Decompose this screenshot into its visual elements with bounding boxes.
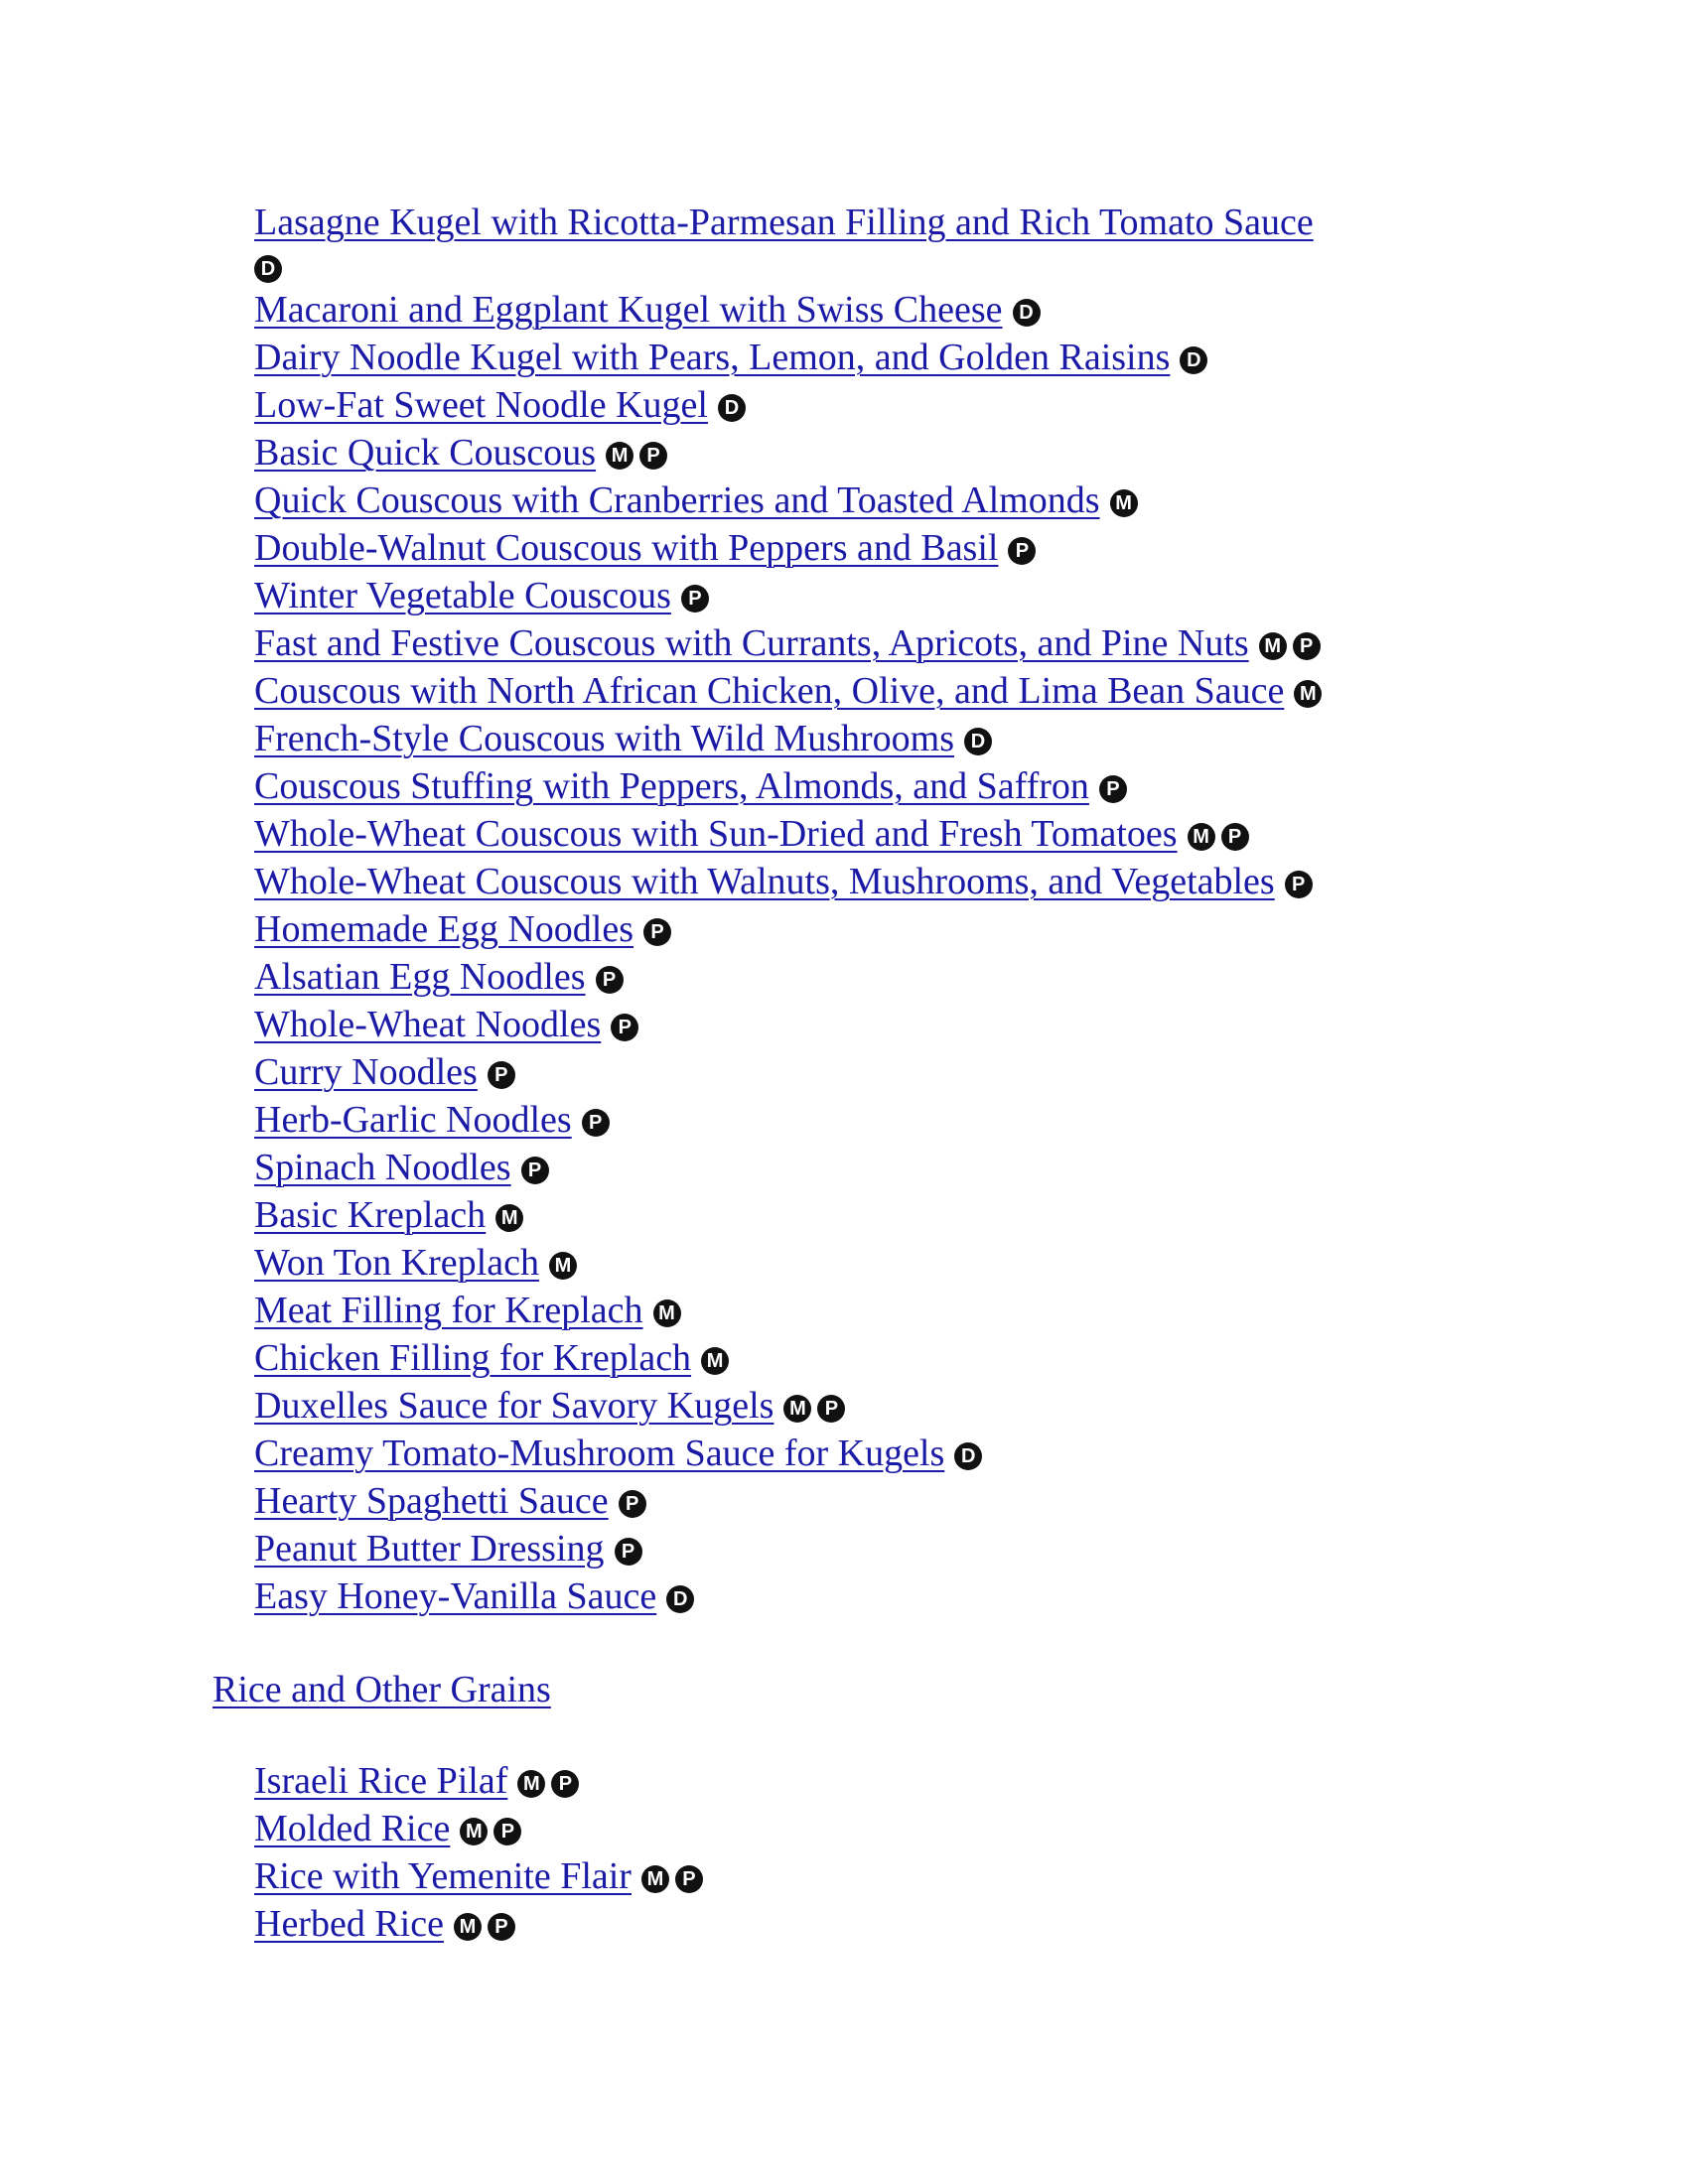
recipe-link-whole-wheat-noodles[interactable]: Whole-Wheat Noodles (254, 1004, 602, 1045)
recipe-badges (254, 246, 1446, 286)
recipe-link-peanut-butter-dressing[interactable]: Peanut Butter Dressing (254, 1528, 605, 1570)
recipe-link-quick-couscous-with-cranberries-and-toasted-almonds[interactable]: Quick Couscous with Cranberries and Toasted Almonds (254, 479, 1100, 521)
recipe-badges (1170, 337, 1207, 378)
recipe-list-item (254, 905, 1446, 953)
recipe-list-item (254, 1572, 1446, 1620)
recipe-badges (511, 1147, 549, 1188)
recipe-list-item (254, 286, 1446, 334)
recipe-link-israeli-rice-pilaf[interactable]: Israeli Rice Pilaf (254, 1760, 508, 1802)
recipe-list-item (254, 381, 1446, 429)
pareve-badge-icon: P (615, 1538, 642, 1566)
meat-badge-icon: M (549, 1252, 577, 1280)
recipe-list-item (254, 1334, 1446, 1382)
recipe-badges (1275, 861, 1313, 902)
recipe-link-curry-noodles[interactable]: Curry Noodles (254, 1051, 478, 1093)
recipe-link-french-style-couscous-with-wild-mushrooms[interactable]: French-Style Couscous with Wild Mushrooms (254, 718, 954, 759)
pareve-badge-icon: P (1285, 871, 1313, 898)
meat-badge-icon: M (653, 1299, 681, 1327)
recipe-list-item (254, 477, 1446, 524)
meat-badge-icon: M (1259, 632, 1287, 660)
recipe-link-fast-and-festive-couscous-with-currants-apricots-and-pine-nuts[interactable]: Fast and Festive Couscous with Currants, Apricots, and Pine Nuts (254, 622, 1249, 664)
recipe-list-item (254, 429, 1446, 477)
recipe-list-item (254, 1239, 1446, 1287)
recipe-badges (478, 1051, 515, 1093)
pareve-badge-icon: P (1221, 823, 1249, 851)
recipe-badges (605, 1528, 642, 1570)
section-link-rice-and-other-grains[interactable]: Rice and Other Grains (212, 1669, 551, 1710)
dairy-badge-icon: D (1013, 299, 1041, 327)
recipe-badges (601, 1004, 638, 1045)
recipe-badges (656, 1575, 694, 1617)
recipe-badges (708, 384, 746, 426)
recipe-link-rice-with-yemenite-flair[interactable]: Rice with Yemenite Flair (254, 1855, 632, 1897)
recipe-link-basic-kreplach[interactable]: Basic Kreplach (254, 1194, 487, 1236)
recipe-badges (1100, 479, 1138, 521)
recipe-link-chicken-filling-for-kreplach[interactable]: Chicken Filling for Kreplach (254, 1337, 692, 1379)
pareve-badge-icon: P (521, 1157, 549, 1184)
recipe-badges (596, 432, 667, 474)
noodle-recipe-list (0, 199, 1688, 1620)
recipe-link-herbed-rice[interactable]: Herbed Rice (254, 1903, 444, 1945)
recipe-badges (691, 1337, 729, 1379)
recipe-link-low-fat-sweet-noodle-kugel[interactable]: Low-Fat Sweet Noodle Kugel (254, 384, 708, 426)
recipe-list-item (254, 1805, 1446, 1852)
recipe-list-item (254, 524, 1446, 572)
recipe-link-creamy-tomato-mushroom-sauce-for-kugels[interactable]: Creamy Tomato-Mushroom Sauce for Kugels (254, 1433, 945, 1474)
recipe-list-item (254, 858, 1446, 905)
pareve-badge-icon: P (643, 918, 671, 946)
recipe-list-item (254, 1048, 1446, 1096)
recipe-badges (1249, 622, 1321, 664)
pareve-badge-icon: P (681, 585, 709, 613)
recipe-badges (486, 1194, 523, 1236)
meat-badge-icon: M (1188, 823, 1215, 851)
meat-badge-icon: M (495, 1204, 523, 1232)
recipe-badges (632, 1855, 703, 1897)
recipe-link-winter-vegetable-couscous[interactable]: Winter Vegetable Couscous (254, 575, 671, 616)
recipe-badges (633, 908, 671, 950)
meat-badge-icon: M (1110, 489, 1138, 517)
recipe-badges (1284, 670, 1322, 712)
recipe-link-basic-quick-couscous[interactable]: Basic Quick Couscous (254, 432, 597, 474)
pareve-badge-icon: P (493, 1818, 521, 1845)
recipe-link-meat-filling-for-kreplach[interactable]: Meat Filling for Kreplach (254, 1290, 643, 1331)
recipe-link-lasagne-kugel-with-ricotta-parmesan-filling-and-rich-tomato-sauce[interactable]: Lasagne Kugel with Ricotta-Parmesan Filling and Rich Tomato Sauce (254, 202, 1314, 243)
recipe-badges (774, 1385, 845, 1427)
meat-badge-icon: M (641, 1865, 669, 1893)
meat-badge-icon: M (783, 1395, 811, 1423)
recipe-badges (944, 1433, 982, 1474)
recipe-badges (1003, 289, 1041, 331)
recipe-list-item (254, 1287, 1446, 1334)
pareve-badge-icon: P (551, 1770, 579, 1798)
recipe-list-item (254, 199, 1446, 286)
dairy-badge-icon: D (1180, 346, 1207, 374)
recipe-link-double-walnut-couscous-with-peppers-and-basil[interactable]: Double-Walnut Couscous with Peppers and Basil (254, 527, 999, 569)
recipe-link-hearty-spaghetti-sauce[interactable]: Hearty Spaghetti Sauce (254, 1480, 609, 1522)
meat-badge-icon: M (1294, 680, 1322, 708)
recipe-list-item (254, 953, 1446, 1001)
meat-badge-icon: M (454, 1913, 482, 1941)
recipe-list-item (254, 667, 1446, 715)
recipe-link-couscous-with-north-african-chicken-olive-and-lima-bean-sauce[interactable]: Couscous with North African Chicken, Olive, and Lima Bean Sauce (254, 670, 1285, 712)
recipe-link-couscous-stuffing-with-peppers-almonds-and-saffron[interactable]: Couscous Stuffing with Peppers, Almonds, and Saffron (254, 765, 1089, 807)
recipe-link-easy-honey-vanilla-sauce[interactable]: Easy Honey-Vanilla Sauce (254, 1575, 657, 1617)
recipe-link-herb-garlic-noodles[interactable]: Herb-Garlic Noodles (254, 1099, 572, 1141)
recipe-list-item (254, 1096, 1446, 1144)
recipe-list-item (254, 572, 1446, 619)
recipe-badges (954, 718, 992, 759)
recipe-list-item (254, 1852, 1446, 1900)
recipe-badges (671, 575, 709, 616)
recipe-link-whole-wheat-couscous-with-sun-dried-and-fresh-tomatoes[interactable]: Whole-Wheat Couscous with Sun-Dried and Fresh Tomatoes (254, 813, 1178, 855)
recipe-list-item (254, 1900, 1446, 1948)
pareve-badge-icon: P (488, 1061, 515, 1089)
section-heading (212, 1666, 551, 1713)
pareve-badge-icon: P (488, 1913, 515, 1941)
meat-badge-icon: M (517, 1770, 545, 1798)
recipe-link-spinach-noodles[interactable]: Spinach Noodles (254, 1147, 511, 1188)
recipe-list-item (254, 1477, 1446, 1525)
dairy-badge-icon: D (954, 1442, 982, 1470)
dairy-badge-icon: D (718, 394, 746, 422)
recipe-link-alsatian-egg-noodles[interactable]: Alsatian Egg Noodles (254, 956, 586, 998)
recipe-badges (609, 1480, 646, 1522)
rice-recipe-list (0, 1757, 1688, 1948)
recipe-link-dairy-noodle-kugel-with-pears-lemon-and-golden-raisins[interactable]: Dairy Noodle Kugel with Pears, Lemon, and Golden Raisins (254, 337, 1171, 378)
pareve-badge-icon: P (582, 1109, 610, 1137)
dairy-badge-icon: D (666, 1585, 694, 1613)
recipe-badges (1089, 765, 1127, 807)
recipe-link-whole-wheat-couscous-with-walnuts-mushrooms-and-vegetables[interactable]: Whole-Wheat Couscous with Walnuts, Mushrooms, and Vegetables (254, 861, 1275, 902)
dairy-badge-icon: D (254, 255, 282, 283)
recipe-list-item (254, 334, 1446, 381)
recipe-link-molded-rice[interactable]: Molded Rice (254, 1808, 451, 1849)
recipe-list-item (254, 1191, 1446, 1239)
recipe-badges (586, 956, 624, 998)
recipe-badges (998, 527, 1036, 569)
recipe-list-item (254, 1144, 1446, 1191)
recipe-list-item (254, 619, 1446, 667)
recipe-badges (539, 1242, 577, 1284)
recipe-list-item (254, 762, 1446, 810)
recipe-list-item (254, 715, 1446, 762)
recipe-badges (450, 1808, 521, 1849)
recipe-list-item (254, 1525, 1446, 1572)
pareve-badge-icon: P (596, 966, 624, 994)
pareve-badge-icon: P (639, 442, 667, 470)
pareve-badge-icon: P (619, 1490, 646, 1518)
pareve-badge-icon: P (817, 1395, 845, 1423)
recipe-list-item (254, 1382, 1446, 1430)
recipe-list-item (254, 1001, 1446, 1048)
pareve-badge-icon: P (1099, 775, 1127, 803)
recipe-link-won-ton-kreplach[interactable]: Won Ton Kreplach (254, 1242, 539, 1284)
recipe-badges (572, 1099, 610, 1141)
recipe-list-item (254, 810, 1446, 858)
pareve-badge-icon: P (1008, 537, 1036, 565)
recipe-badges (1178, 813, 1249, 855)
meat-badge-icon: M (606, 442, 633, 470)
dairy-badge-icon: D (964, 728, 992, 755)
recipe-badges (444, 1903, 515, 1945)
pareve-badge-icon: P (611, 1014, 638, 1041)
pareve-badge-icon: P (675, 1865, 703, 1893)
meat-badge-icon: M (701, 1347, 729, 1375)
recipe-list-item (254, 1757, 1446, 1805)
recipe-link-homemade-egg-noodles[interactable]: Homemade Egg Noodles (254, 908, 634, 950)
recipe-badges (507, 1760, 579, 1802)
pareve-badge-icon: P (1293, 632, 1321, 660)
recipe-list-item (254, 1430, 1446, 1477)
recipe-link-macaroni-and-eggplant-kugel-with-swiss-cheese[interactable]: Macaroni and Eggplant Kugel with Swiss Cheese (254, 289, 1003, 331)
meat-badge-icon: M (460, 1818, 488, 1845)
recipe-badges (643, 1290, 681, 1331)
recipe-link-duxelles-sauce-for-savory-kugels[interactable]: Duxelles Sauce for Savory Kugels (254, 1385, 774, 1427)
